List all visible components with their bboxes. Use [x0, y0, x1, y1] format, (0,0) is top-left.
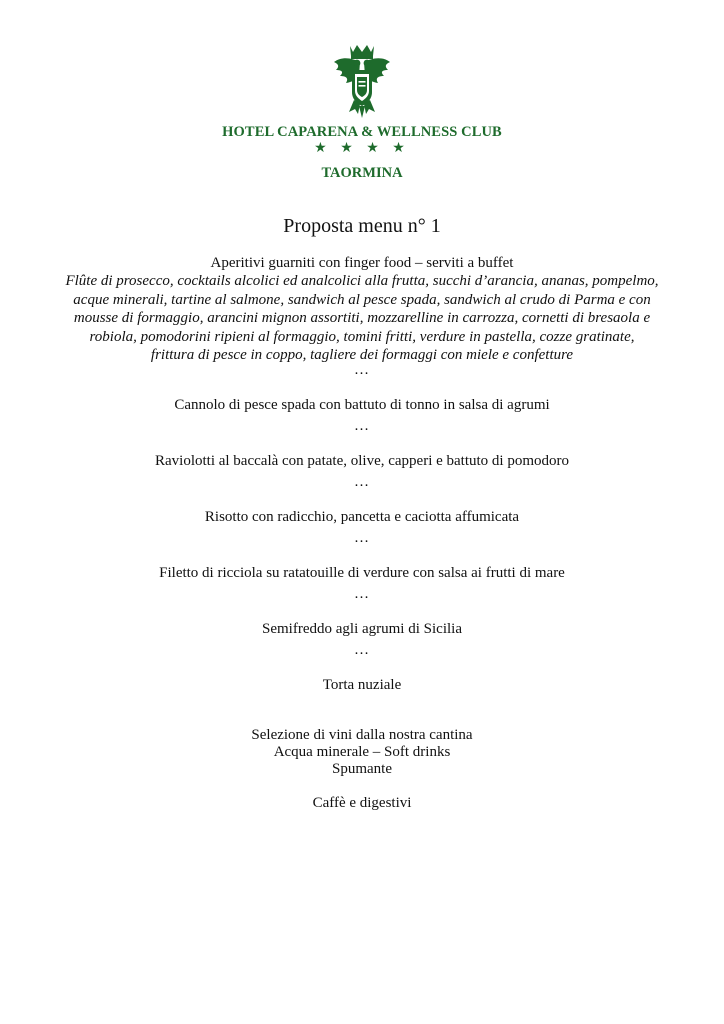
- closing-item: Caffè e digestivi: [312, 795, 412, 811]
- aperitivi-line: robiola, pomodorini ripieni al formaggio, tomini fritti, verdure in pastella, cozze gratinate,: [89, 328, 635, 345]
- drinks-item: Acqua minerale – Soft drinks: [273, 744, 451, 760]
- aperitivi-line: mousse di formaggio, arancini mignon assortiti, mozzarelline in carrozza, cornetti di bresaola e: [73, 310, 651, 327]
- aperitivi-heading: Aperitivi guarniti con finger food – serviti a buffet: [210, 255, 514, 271]
- course-item: Risotto con radicchio, pancetta e caciotta affumicata: [204, 509, 520, 525]
- course-item: Filetto di ricciola su ratatouille di verdure con salsa ai frutti di mare: [159, 565, 565, 581]
- course-separator: …: [354, 530, 370, 546]
- course-separator: …: [354, 642, 370, 658]
- hotel-city: TAORMINA: [321, 165, 403, 181]
- drinks-item: Spumante: [332, 761, 392, 777]
- course-separator: …: [354, 586, 370, 602]
- course-separator: …: [354, 362, 370, 378]
- drinks-item: Selezione di vini dalla nostra cantina: [251, 727, 473, 743]
- course-separator: …: [354, 418, 370, 434]
- course-item: Semifreddo agli agrumi di Sicilia: [262, 621, 462, 637]
- menu-title: Proposta menu n° 1: [283, 215, 441, 237]
- course-item: Raviolotti al baccalà con patate, olive, capperi e battuto di pomodoro: [154, 453, 570, 469]
- heraldic-eagle-crest-icon: [322, 40, 402, 120]
- aperitivi-line: acque minerali, tartine al salmone, sandwich al pesce spada, sandwich al crudo di Parma e con: [73, 291, 651, 308]
- aperitivi-description: [60, 272, 664, 365]
- hotel-name: HOTEL CAPARENA & WELLNESS CLUB: [222, 124, 502, 140]
- course-separator: …: [354, 474, 370, 490]
- course-item: Cannolo di pesce spada con battuto di tonno in salsa di agrumi: [174, 397, 550, 413]
- aperitivi-line: frittura di pesce in coppo, tagliere dei formaggi con miele e confetture: [150, 347, 574, 364]
- course-item: Torta nuziale: [322, 677, 402, 693]
- aperitivi-line: Flûte di prosecco, cocktails alcolici ed analcolici alla frutta, succhi d’arancia, ananas, pompelmo,: [65, 273, 659, 289]
- hotel-rating-stars: ★ ★ ★ ★: [314, 141, 410, 156]
